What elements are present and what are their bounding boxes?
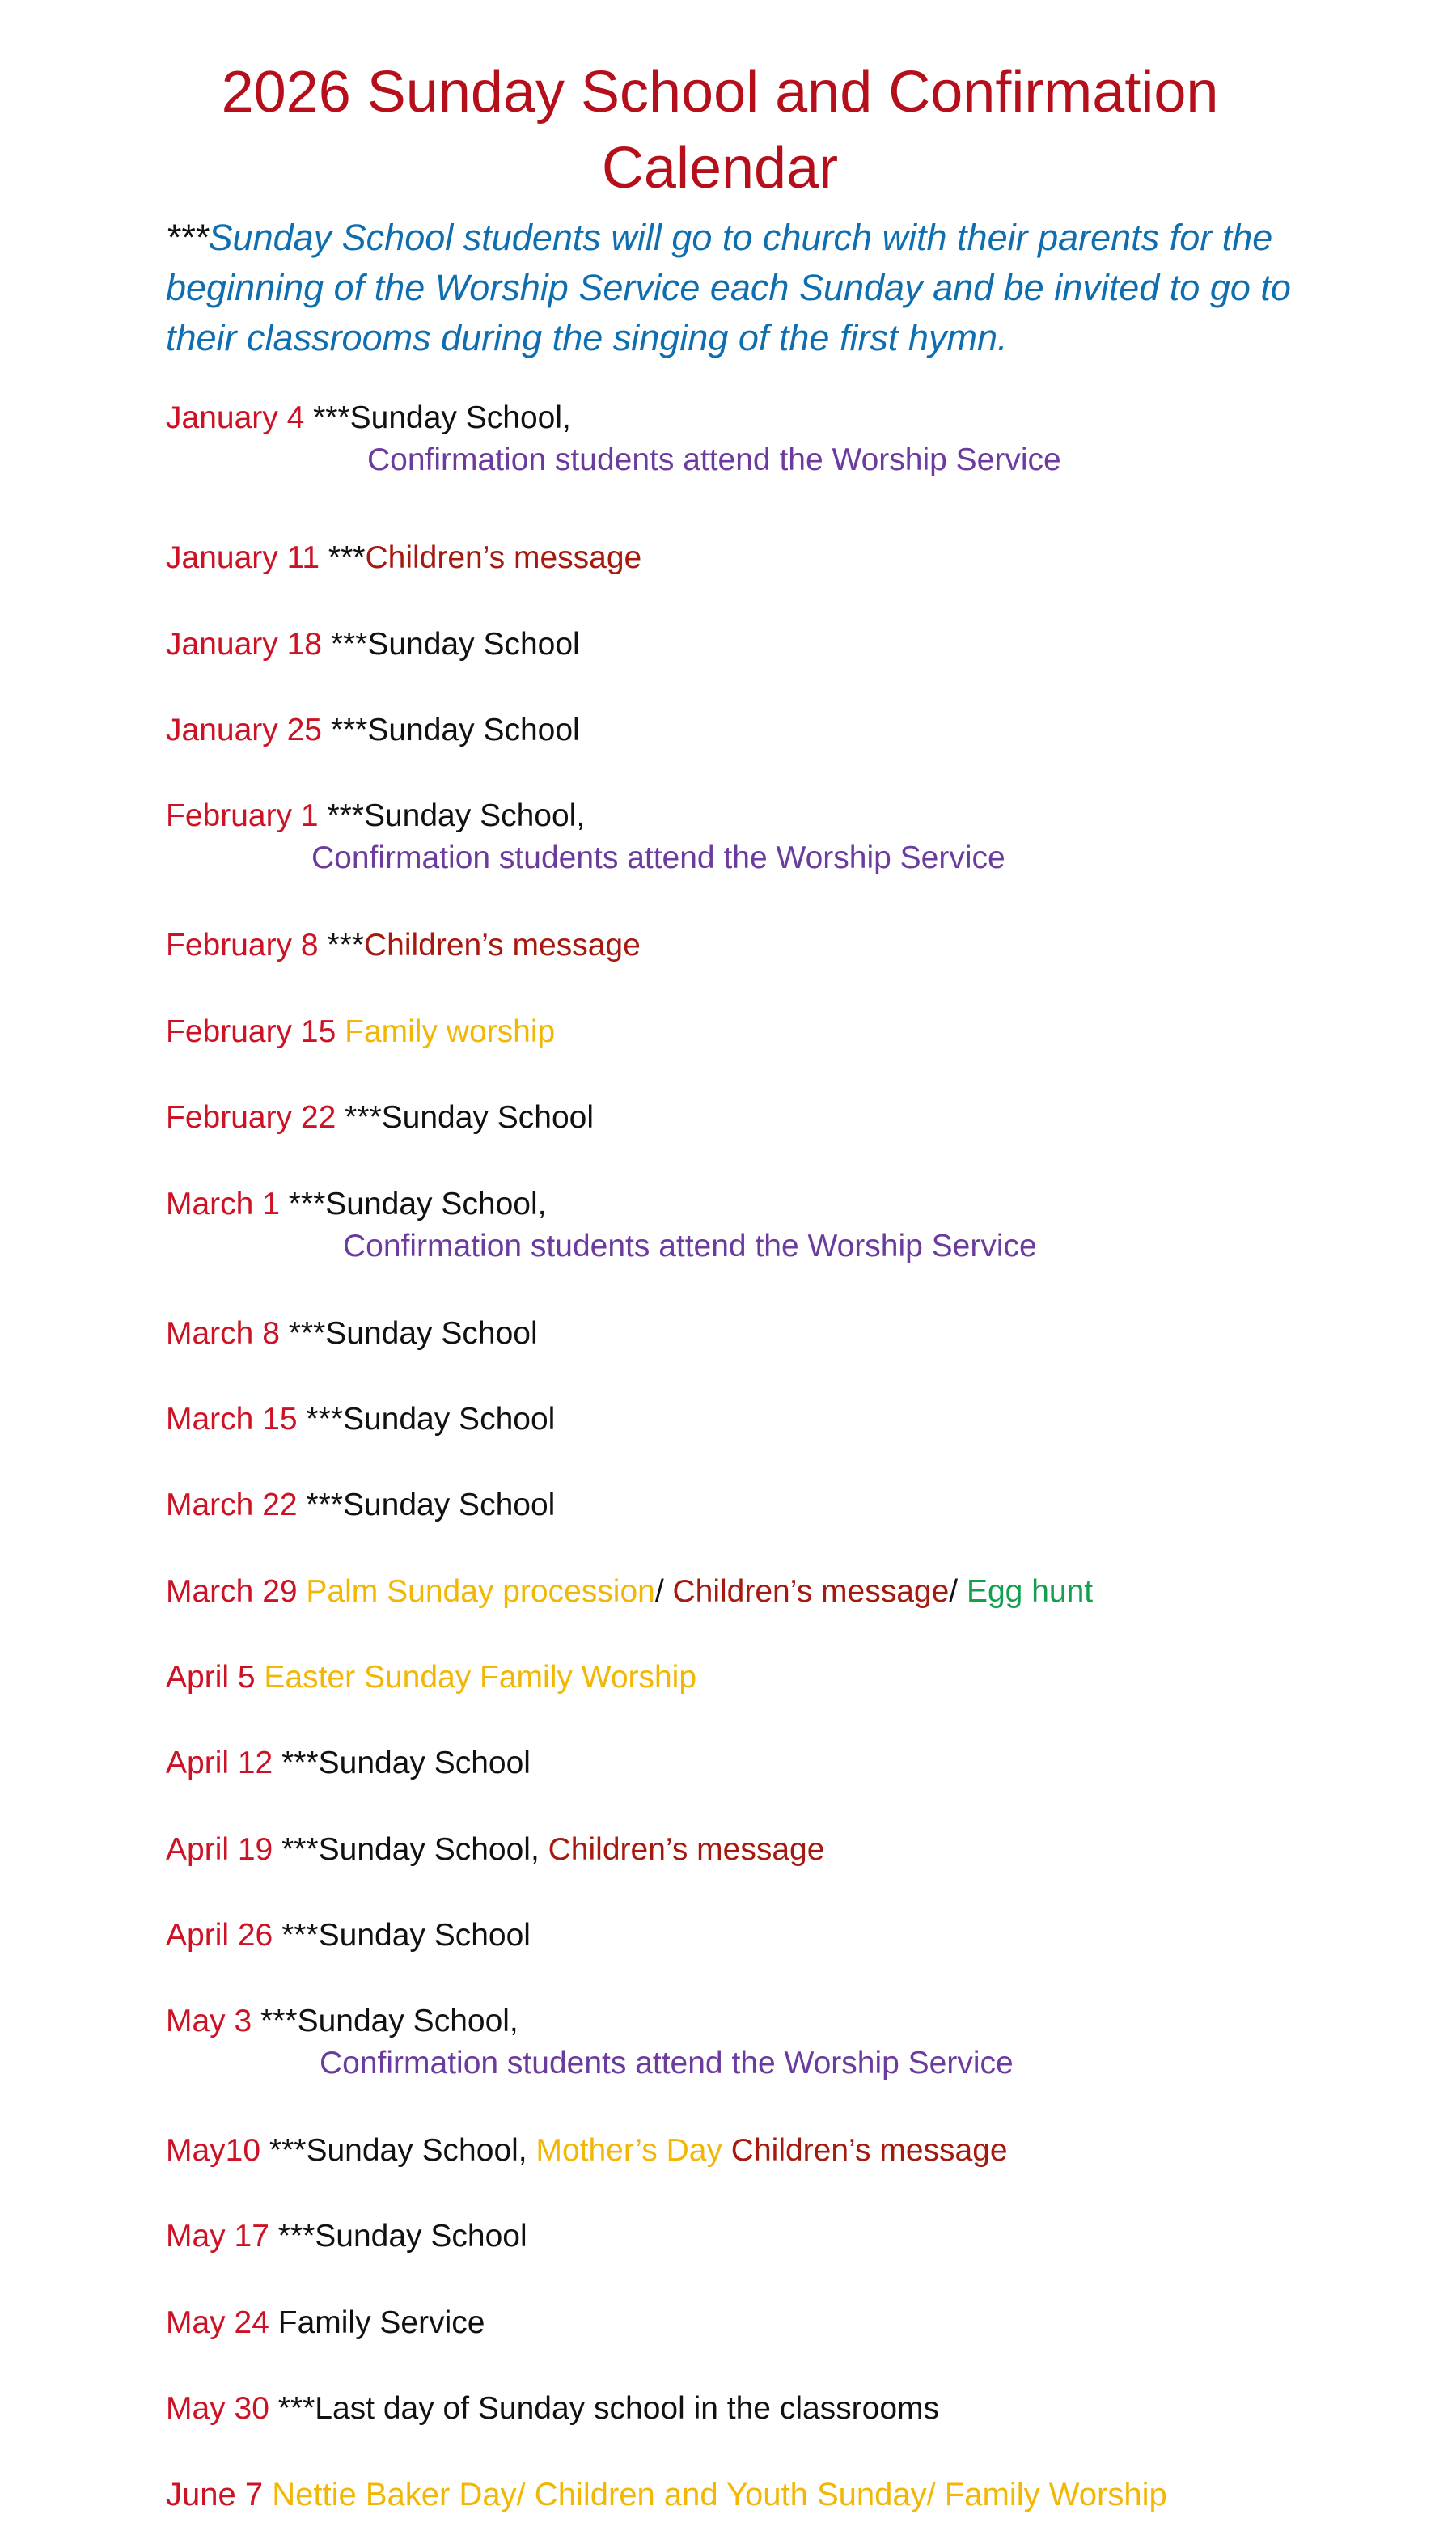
entry-mothers-day: Mother’s Day — [535, 2133, 722, 2168]
calendar-entry — [166, 2473, 1167, 2516]
entry-text: ***Sunday School, — [269, 2133, 536, 2168]
calendar-entry — [166, 1657, 696, 1699]
calendar-entry — [166, 1571, 1093, 1613]
page-title-line-2: Calendar — [601, 136, 839, 201]
calendar-entry — [166, 1097, 594, 1139]
calendar-entry — [166, 1313, 538, 1355]
entry-message: Children’s message — [363, 928, 641, 963]
entry-date: May 30 — [166, 2391, 269, 2426]
entry-date: April 5 — [166, 1660, 256, 1695]
intro-stars: *** — [166, 217, 209, 258]
entry-date: May 24 — [166, 2305, 269, 2340]
calendar-entry — [166, 2302, 485, 2344]
entry-date: March 1 — [166, 1187, 280, 1221]
entry-date: June 7 — [166, 2477, 264, 2512]
calendar-entry — [166, 537, 641, 579]
calendar-entry — [166, 1829, 824, 1871]
entry-message: Children’s message — [672, 1574, 950, 1609]
entry-text: ***Sunday School, — [313, 400, 571, 435]
page-title-line-1: 2026 Sunday School and Confirmation — [221, 60, 1219, 125]
entry-separator: / — [949, 1574, 967, 1609]
entry-date: March 22 — [166, 1488, 298, 1522]
entry-date: April 19 — [166, 1832, 273, 1867]
entry-date: February 15 — [166, 1014, 336, 1049]
entry-text: ***Sunday School, — [288, 1187, 547, 1221]
calendar-entry — [166, 1399, 555, 1441]
entry-message: Children’s message — [730, 2133, 1008, 2168]
entry-text: ***Sunday School — [330, 713, 580, 747]
entry-date: January 18 — [166, 627, 322, 662]
entry-date: March 15 — [166, 1402, 298, 1437]
calendar-entry — [166, 795, 1005, 879]
entry-text: ***Last day of Sunday school in the classrooms — [277, 2391, 940, 2426]
entry-text: ***Sunday School — [288, 1316, 538, 1351]
entry-date: April 12 — [166, 1746, 273, 1780]
entry-text: ***Sunday School — [330, 627, 580, 662]
entry-message: Children’s message — [365, 540, 642, 575]
calendar-entry — [166, 1484, 555, 1526]
intro-text: Sunday School students will go to church with their parents for the beginning of the Worship Service each Sunday and be invited to go to their classrooms during the singing of the first hymn. — [166, 217, 1291, 358]
entry-confirmation: Confirmation students attend the Worship Service — [367, 442, 1061, 477]
entry-family-worship: Easter Sunday Family Worship — [264, 1660, 697, 1695]
entry-date: January 11 — [166, 540, 320, 575]
calendar-entry — [166, 2130, 1008, 2172]
calendar-entry — [166, 1742, 531, 1784]
entry-text: ***Sunday School — [281, 1746, 531, 1780]
entry-egg-hunt: Egg hunt — [966, 1574, 1094, 1609]
entry-text: ***Sunday School, — [327, 798, 586, 833]
entry-date: February 8 — [166, 928, 319, 963]
calendar-entry — [166, 2388, 939, 2430]
entry-text: ***Sunday School — [281, 1918, 531, 1953]
entry-date: May10 — [166, 2133, 261, 2168]
entry-date: March 29 — [166, 1574, 298, 1609]
entry-text: Family Service — [277, 2305, 485, 2340]
entry-text: ***Sunday School, — [260, 2004, 518, 2038]
entry-date: May 17 — [166, 2219, 269, 2254]
calendar-entry — [166, 1915, 531, 1957]
entry-text: ***Sunday School — [306, 1402, 556, 1437]
entry-confirmation: Confirmation students attend the Worship Service — [343, 1229, 1037, 1263]
entry-text: ***Sunday School — [306, 1488, 556, 1522]
entry-family-worship: Nettie Baker Day/ Children and Youth Sunday/ Family Worship — [272, 2477, 1167, 2512]
entry-confirmation: Confirmation students attend the Worship Service — [311, 840, 1005, 875]
entry-confirmation: Confirmation students attend the Worship Service — [320, 2046, 1014, 2080]
entry-date: February 22 — [166, 1100, 336, 1135]
calendar-entry — [166, 1183, 1037, 1268]
entry-message: Children’s message — [548, 1832, 825, 1867]
calendar-entry — [166, 1011, 555, 1053]
calendar-entry — [166, 925, 641, 967]
entry-text: ***Sunday School — [345, 1100, 595, 1135]
entry-date: January 25 — [166, 713, 322, 747]
calendar-entry — [166, 397, 1061, 481]
entry-date: January 4 — [166, 400, 305, 435]
intro-note — [166, 213, 1331, 363]
entry-prefix: *** — [327, 928, 364, 963]
calendar-entry — [166, 2000, 1014, 2085]
entry-separator: / — [654, 1574, 673, 1609]
entry-date: May 3 — [166, 2004, 252, 2038]
entry-date: March 8 — [166, 1316, 280, 1351]
entry-date: April 26 — [166, 1918, 273, 1953]
calendar-entry — [166, 624, 580, 666]
entry-palm-sunday: Palm Sunday procession — [306, 1574, 655, 1609]
calendar-entry — [166, 709, 580, 751]
calendar-entry — [166, 2216, 527, 2258]
entry-date: February 1 — [166, 798, 319, 833]
entry-prefix: *** — [328, 540, 366, 575]
entry-text: ***Sunday School, — [281, 1832, 548, 1867]
entry-family-worship: Family worship — [345, 1014, 556, 1049]
entry-text: ***Sunday School — [277, 2219, 527, 2254]
